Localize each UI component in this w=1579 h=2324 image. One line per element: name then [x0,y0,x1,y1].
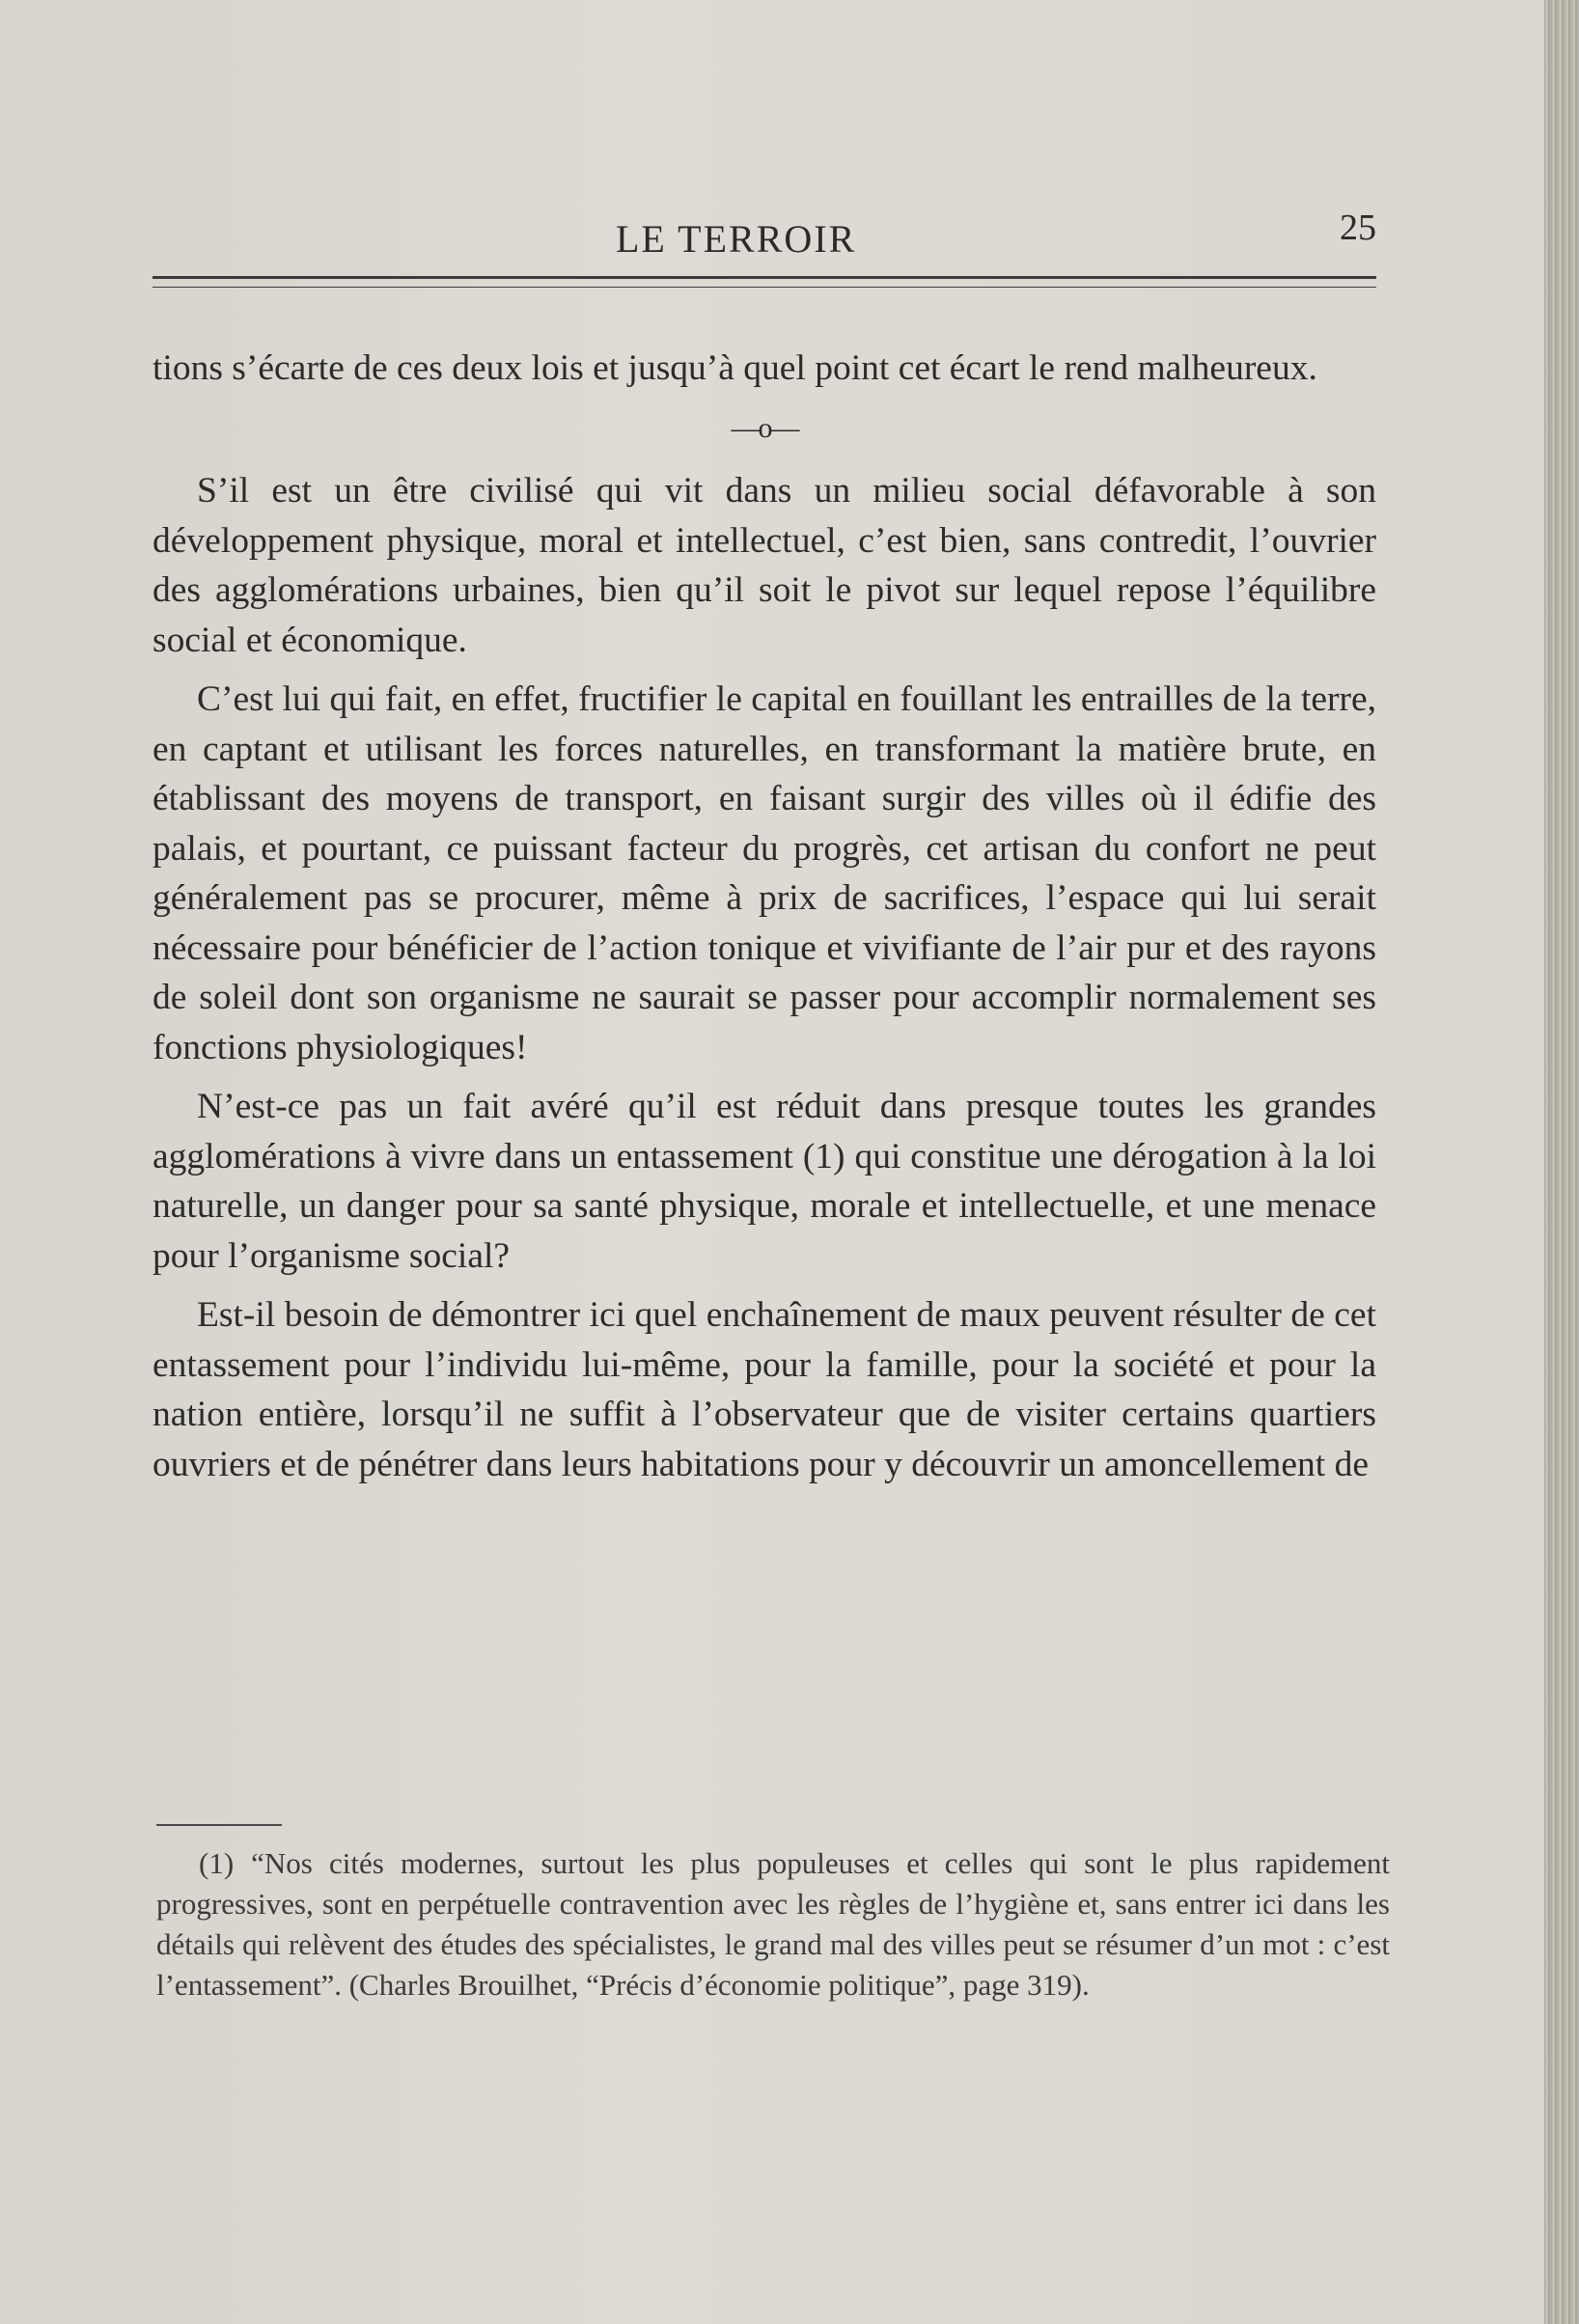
footnote-text: “Nos cités modernes, surtout les plus populeuses et celles qui sont le plus rapidement progressives, sont en perpétuelle contravention avec les règles de l’hygiène et, sans entrer ici dans les détails qui relèvent des études des spécialistes, le grand mal des villes peut se résumer d’un mot : c’est l’entassement”. (Charles Brouilhet, “Précis d’économie politique”, page 319). [156,1846,1390,2002]
footnote-rule [156,1824,282,1826]
footnote [156,1843,1390,2006]
paragraph-continuation: tions s’écarte de ces deux lois et jusqu’à quel point cet écart le rend malheureux. [152,348,1317,388]
paragraph-4: Est-il besoin de démontrer ici quel enchaînement de maux peuvent résulter de cet entassement pour l’individu lui-même, pour la famille, pour la société et pour la nation entière, lorsqu’il ne suffit à l’observateur que de visiter certains quartiers ouvriers et de pénétrer dans leurs habitations pour y découvrir un amoncellement de [152,1295,1376,1484]
page-number: 25 [1340,208,1376,248]
paragraph-2: C’est lui qui fait, en effet, fructifier le capital en fouillant les entrailles de la terre, en captant et utilisant les forces naturelles, en transformant la matière brute, en établissant des moyens de transport, en faisant surgir des villes où il édifie des palais, et pourtant, ce puissant facteur du progrès, cet artisan du confort ne peut généralement pas se procurer, même à prix de sacrifices, l’espace qui lui serait nécessaire pour bénéficier de l’action tonique et vivifiante de l’air pur et des rayons de soleil dont son organisme ne saurait se passer pour accomplir normalement ses fonctions physiologiques! [152,679,1376,1067]
paragraph-1: S’il est un être civilisé qui vit dans un milieu social défavorable à son développement physique, moral et intellectuel, c’est bien, sans contredit, l’ouvrier des agglomérations urbaines, bien qu’il soit le pivot sur lequel repose l’équilibre social et économique. [152,471,1376,660]
paragraph-3: N’est-ce pas un fait avéré qu’il est réduit dans presque toutes les grandes agglomérations à vivre dans un entassement (1) qui constitue une dérogation à la loi naturelle, un danger pour sa santé physique, morale et intellectuelle, et une menace pour l’organisme social? [152,1087,1376,1276]
body-text [152,344,1376,1499]
section-separator: —o— [731,411,798,444]
page-edge [1544,0,1579,2324]
page-header [152,207,1376,264]
footnote-marker: (1) [199,1846,235,1880]
header-rule [152,276,1376,288]
running-title: LE TERROIR [616,217,857,261]
